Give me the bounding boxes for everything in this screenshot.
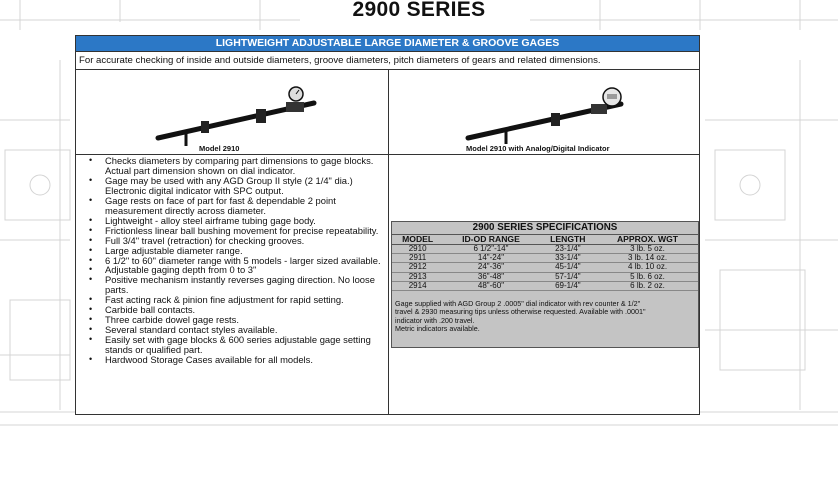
cell-length: 45-1/4": [539, 263, 597, 272]
specifications-note: [392, 291, 698, 334]
cell-range: 24"-36": [443, 263, 538, 272]
feature-item: • Checks diameters by comparing part dimensions to gage blocks. Actual part dimension shown on dial indicator.: [86, 156, 386, 176]
cell-weight: 3 lb. 5 oz.: [597, 245, 698, 254]
feature-list: [86, 156, 386, 365]
photo-caption-right: Model 2910 with Analog/Digital Indicator: [466, 144, 610, 153]
cell-range: 6 1/2"-14": [443, 245, 538, 254]
feature-item: • Three carbide dowel gage rests.: [86, 315, 386, 325]
product-sheet: [75, 35, 700, 415]
cell-length: 69-1/4": [539, 281, 597, 290]
feature-item: • Several standard contact styles available.: [86, 325, 386, 335]
product-subtitle: For accurate checking of inside and outside diameters, groove diameters, pitch diameters of gears and related dimensions.: [76, 51, 699, 70]
note-line: travel & 2930 measuring tips unless otherwise requested. Available with .0001": [395, 307, 646, 317]
specifications-box: [391, 221, 699, 348]
cell-length: 57-1/4": [539, 272, 597, 281]
cell-range: 36"-48": [443, 272, 538, 281]
page-title: 2900 SERIES: [352, 0, 486, 21]
cell-weight: 4 lb. 10 oz.: [597, 263, 698, 272]
gage-photo-model-2910-indicator: [456, 78, 656, 150]
note-line: Gage supplied with AGD Group 2 .0005" dial indicator with rev counter & 1/2": [395, 299, 641, 309]
feature-item: • 6 1/2" to 60" diameter range with 5 models - larger sized available.: [86, 256, 386, 266]
cell-weight: 6 lb. 2 oz.: [597, 281, 698, 290]
table-row: [392, 263, 698, 272]
cell-range: 48"-60": [443, 281, 538, 290]
feature-item: • Gage rests on face of part for fast & dependable 2 point measurement directly across diameter.: [86, 196, 386, 216]
feature-item: • Adjustable gaging depth from 0 to 3": [86, 265, 386, 275]
column-header-length: LENGTH: [539, 235, 597, 245]
cell-length: 23-1/4": [539, 245, 597, 254]
feature-item: • Carbide ball contacts.: [86, 305, 386, 315]
cell-weight: 5 lb. 6 oz.: [597, 272, 698, 281]
feature-item: • Fast acting rack & pinion fine adjustment for rapid setting.: [86, 295, 386, 305]
feature-item: • Positive mechanism instantly reverses gaging direction. No loose parts.: [86, 275, 386, 295]
column-header-weight: APPROX. WGT: [597, 235, 698, 245]
feature-item: • Lightweight - alloy steel airframe tubing gage body.: [86, 216, 386, 226]
table-row: [392, 281, 698, 290]
gage-photo-model-2910: [146, 78, 346, 150]
column-header-model: MODEL: [392, 235, 443, 245]
cell-model: 2913: [392, 272, 443, 281]
photo-caption-left: Model 2910: [199, 144, 240, 153]
feature-item: • Large adjustable diameter range.: [86, 246, 386, 256]
feature-item: • Gage may be used with any AGD Group II style (2 1/4" dia.) Electronic digital indicator with SPC output.: [86, 176, 386, 196]
cell-weight: 3 lb. 14 oz.: [597, 254, 698, 263]
cell-model: 2914: [392, 281, 443, 290]
note-line: indicator with .200 travel.: [395, 315, 475, 325]
cell-model: 2912: [392, 263, 443, 272]
specifications-title: 2900 SERIES SPECIFICATIONS: [392, 222, 698, 235]
cell-length: 33-1/4": [539, 254, 597, 263]
cell-range: 14"-24": [443, 254, 538, 263]
column-divider: [388, 70, 389, 415]
table-row: [392, 272, 698, 281]
note-line: Metric indicators available.: [395, 324, 480, 334]
cell-model: 2911: [392, 254, 443, 263]
feature-item: • Easily set with gage blocks & 600 series adjustable gage setting stands or qualified part.: [86, 335, 386, 355]
feature-item: • Frictionless linear ball bushing movement for precise repeatability.: [86, 226, 386, 236]
product-banner: LIGHTWEIGHT ADJUSTABLE LARGE DIAMETER & GROOVE GAGES: [76, 36, 699, 51]
feature-item: • Full 3/4" travel (retraction) for checking grooves.: [86, 236, 386, 246]
cell-model: 2910: [392, 245, 443, 254]
column-header-range: ID-OD RANGE: [443, 235, 538, 245]
specifications-table: [392, 235, 698, 291]
feature-item: • Hardwood Storage Cases available for all models.: [86, 355, 386, 365]
